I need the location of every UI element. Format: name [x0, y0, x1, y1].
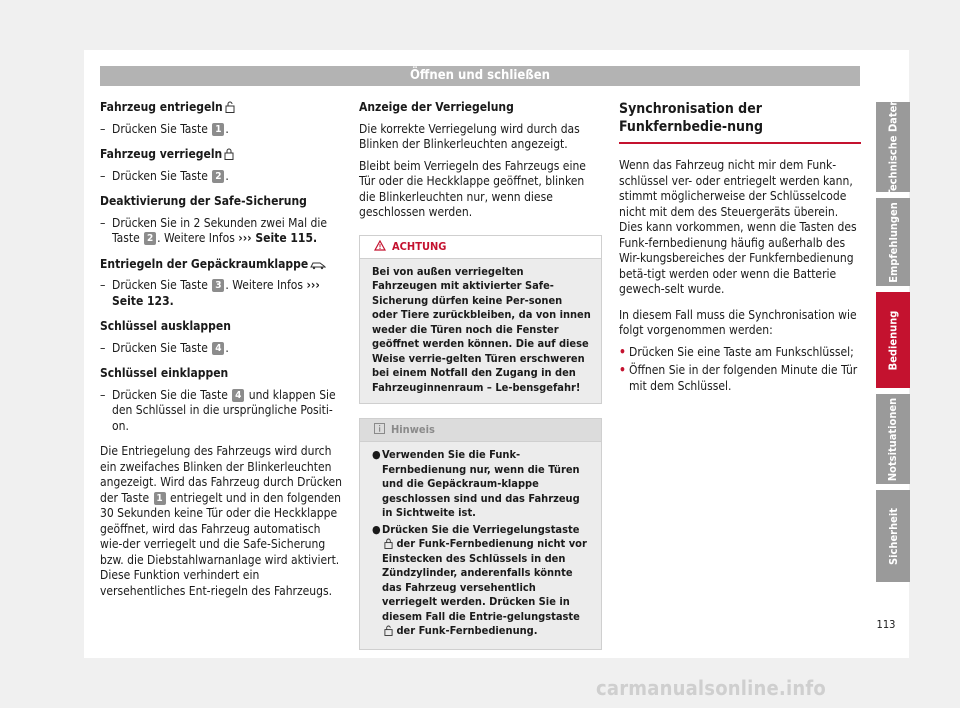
body-paragraph: Die korrekte Verriegelung wird durch das Blinken der Blinkerleuchten angezeigt. [359, 121, 580, 151]
section-title-safe-lock: Deaktivierung der Safe-Sicherung [100, 194, 307, 208]
key-number-badge: 2 [144, 232, 156, 245]
section-title-key-unfold: Schlüssel ausklappen [100, 319, 231, 333]
tab-bedienung[interactable]: Bedienung [876, 292, 910, 388]
body-paragraph: Bleibt beim Verriegeln des Fahrzeugs eine Tür oder die Heckklappe geöffnet, blinken die Blinkerleuchten nur, wenn diese geschlossen werden. [359, 158, 586, 219]
tab-empfehlungen[interactable]: Empfehlungen [876, 198, 910, 286]
list-item: • Öffnen Sie in der folgenden Minute die Tür mit dem Schlüssel. [619, 363, 858, 393]
key-number-badge: 3 [212, 279, 224, 292]
page-reference-link[interactable]: ››› Seite 123. [112, 278, 320, 308]
key-number-badge: 1 [212, 123, 224, 136]
section-title-lock-indication: Anzeige der Verriegelung [359, 100, 514, 114]
warning-triangle-icon [374, 240, 386, 251]
list-item: • Drücken Sie eine Taste am Funkschlüssel; [619, 344, 854, 359]
section-title-sync: Synchronisation der Funkfernbedie-nung [619, 100, 861, 144]
body-paragraph: In diesem Fall muss die Synchronisation wie folgt vorgenommen werden: [619, 307, 857, 337]
tab-technische-daten[interactable]: Technische Daten [876, 102, 910, 192]
key-number-badge: 4 [212, 342, 224, 355]
section-title-unlock: Fahrzeug entriegeln [100, 100, 345, 116]
step-boot-unlock: – Drücken Sie Taste 3 . Weitere Infos ››› Seite 123. [100, 278, 320, 308]
warning-header: ACHTUNG [360, 236, 601, 259]
car-boot-icon [310, 260, 326, 270]
middle-column [359, 100, 602, 650]
unlock-icon [384, 625, 393, 636]
unlock-icon [225, 101, 235, 113]
step-key-unfold: – Drücken Sie Taste 4 . [100, 340, 229, 355]
body-paragraph: Wenn das Fahrzeug nicht mir dem Funk-schlüssel ver- oder entriegelt werden kann, stimmt möglicherweise der Schlüsselcode nicht mit dem des Steuergeräts überein. Dies kann vorkommen, wenn die Tasten des Funk-fernbedienung häufig außerhalb des Wir-kungsbereiches der Funkfernbedienung betä-tigt werden oder wenn die Batterie gewech-selt wurde. [619, 158, 857, 296]
step-unlock: – Drücken Sie Taste 1 . [100, 121, 229, 136]
lock-icon [384, 538, 393, 549]
list-item: ● Drücken Sie die Verriegelungstaste der Funk-Fernbedienung nicht vor Einstecken des Schlüssels in den Zündzylinder, anderenfalls könnte das Fahrzeug versehentlich verriegelt werden. Drücken Sie in diesem Fall die Entrie-gelungstaste der Funk-Fernbedienung. [372, 522, 587, 637]
tab-sicherheit[interactable]: Sicherheit [876, 490, 910, 582]
right-column [619, 100, 861, 397]
hint-text [360, 442, 601, 649]
page-number: 113 [876, 618, 896, 631]
step-lock: – Drücken Sie Taste 2 . [100, 168, 229, 183]
watermark: carmanualsonline.info [596, 676, 826, 700]
tab-notsituationen[interactable]: Notsituationen [876, 394, 910, 484]
page-reference-link[interactable]: ››› Seite 115. [238, 231, 318, 245]
warning-text: Bei von außen verriegelten Fahrzeugen mit aktivierter Safe-Sicherung dürfen keine Per-sonen oder Tiere zurückbleiben, da von innen weder die Türen noch die Fenster geöffnet werden können. Die auf diese Weise verrie-gelten Türen erschweren bei einem Notfall den Zugang in den Fahrzeuginnenraum – Le-bensgefahr! [372, 264, 591, 394]
step-safe-lock: – Drücken Sie in 2 Sekunden zwei Mal die Taste 2 . Weitere Infos ››› Seite 115. [100, 215, 328, 245]
page-title: Öffnen und schließen [100, 66, 860, 86]
key-number-badge: 2 [212, 170, 224, 183]
hint-box [359, 418, 602, 650]
hint-header: Hinweis [360, 419, 601, 442]
body-paragraph: Die Entriegelung des Fahrzeugs wird durch ein zweifaches Blinken der Blinkerleuchten angezeigt. Wird das Fahrzeug durch Drücken der Taste 1 entriegelt und in den folgenden 30 Sekunden keine Tür oder die Heckklappe geöffnet, wird das Fahrzeug automatisch wie-der verriegelt und die Safe-Sicherung bzw. die Diebstahlwarnanlage wird aktiviert. Diese Funktion verhindert ein versehentliches Ent-riegeln des Fahrzeugs. [100, 444, 343, 598]
key-number-badge: 1 [154, 492, 166, 505]
section-title-lock: Fahrzeug verriegeln [100, 147, 345, 163]
step-key-fold: – Drücken Sie die Taste 4 und klappen Sie den Schlüssel in die ursprüngliche Positi-on. [100, 387, 336, 433]
list-item: ● Verwenden Sie die Funk-Fernbedienung nur, wenn die Türen und die Gepäckraum-klappe geschlossen sind und das Fahrzeug in Sichtweite ist. [372, 448, 580, 519]
warning-box [359, 235, 602, 405]
key-number-badge: 4 [232, 389, 244, 402]
lock-icon [224, 148, 234, 160]
info-icon [374, 423, 385, 434]
section-title-boot-unlock: Entriegeln der Gepäckraumklappe [100, 257, 345, 273]
left-column [100, 100, 345, 605]
section-title-key-fold: Schlüssel einklappen [100, 366, 229, 380]
